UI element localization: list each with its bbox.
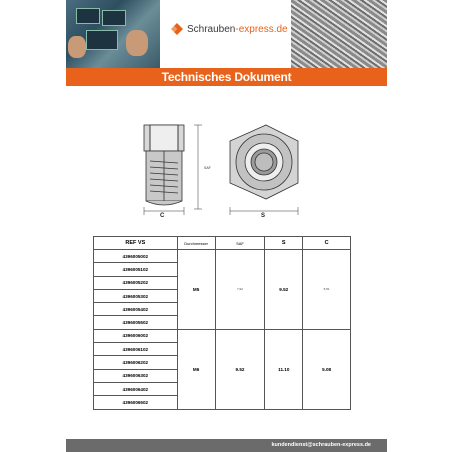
saf-cell: 7,92	[215, 250, 265, 330]
logo-text-main: Schrauben	[187, 23, 236, 35]
document-page	[66, 0, 387, 452]
ref-cell[interactable]: 4396005102	[94, 263, 178, 276]
nut-front-view	[230, 125, 298, 199]
c-label: C	[160, 213, 165, 219]
s-cell: 11.10	[265, 329, 303, 409]
nut-side-view	[144, 125, 184, 205]
ref-cell[interactable]: 4396006102	[94, 343, 178, 356]
logo-mark-icon	[170, 22, 184, 36]
s-cell: 9.52	[265, 250, 303, 330]
ref-cell[interactable]: 4396005402	[94, 303, 178, 316]
logo-area	[160, 0, 291, 68]
saf-dimension	[194, 125, 202, 209]
logo-text	[187, 24, 288, 35]
ref-cell[interactable]: 4396005302	[94, 289, 178, 302]
header-ref: REF VS	[94, 237, 178, 250]
table-row	[94, 329, 351, 342]
header-s: S	[265, 237, 303, 250]
ref-cell[interactable]: 4396005002	[94, 250, 178, 263]
footer-bar	[66, 439, 387, 452]
brand-logo[interactable]	[170, 22, 288, 36]
header-c: C	[303, 237, 351, 250]
header-banner	[66, 0, 387, 68]
screws-photo	[291, 0, 387, 68]
c-cell: 5,81	[303, 250, 351, 330]
workshop-photo	[66, 0, 160, 68]
s-label: S	[261, 213, 266, 219]
ref-cell[interactable]: 4396005502	[94, 316, 178, 329]
saf-label: SAF	[204, 166, 211, 170]
logo-text-accent: -express.de	[235, 23, 288, 35]
footer-email-link[interactable]: kundendienst@schrauben-express.de	[271, 442, 371, 448]
ref-cell[interactable]: 4396006502	[94, 396, 178, 409]
document-title: Technisches Dokument	[161, 70, 292, 84]
table-row	[94, 250, 351, 263]
saf-cell: 9.52	[215, 329, 265, 409]
ref-cell[interactable]: 4396006002	[94, 329, 178, 342]
nut-technical-drawing	[66, 115, 387, 225]
spec-table	[93, 236, 351, 410]
c-cell: 5.08	[303, 329, 351, 409]
ref-cell[interactable]: 4396006202	[94, 356, 178, 369]
header-diameter: Durchmesser	[177, 237, 215, 250]
ref-cell[interactable]: 4396006402	[94, 382, 178, 395]
diameter-cell: M6	[177, 329, 215, 409]
header-saf: SAF	[215, 237, 265, 250]
ref-cell[interactable]: 4396005202	[94, 276, 178, 289]
table-header-row	[94, 237, 351, 250]
diameter-cell: M5	[177, 250, 215, 330]
ref-cell[interactable]: 4396006302	[94, 369, 178, 382]
